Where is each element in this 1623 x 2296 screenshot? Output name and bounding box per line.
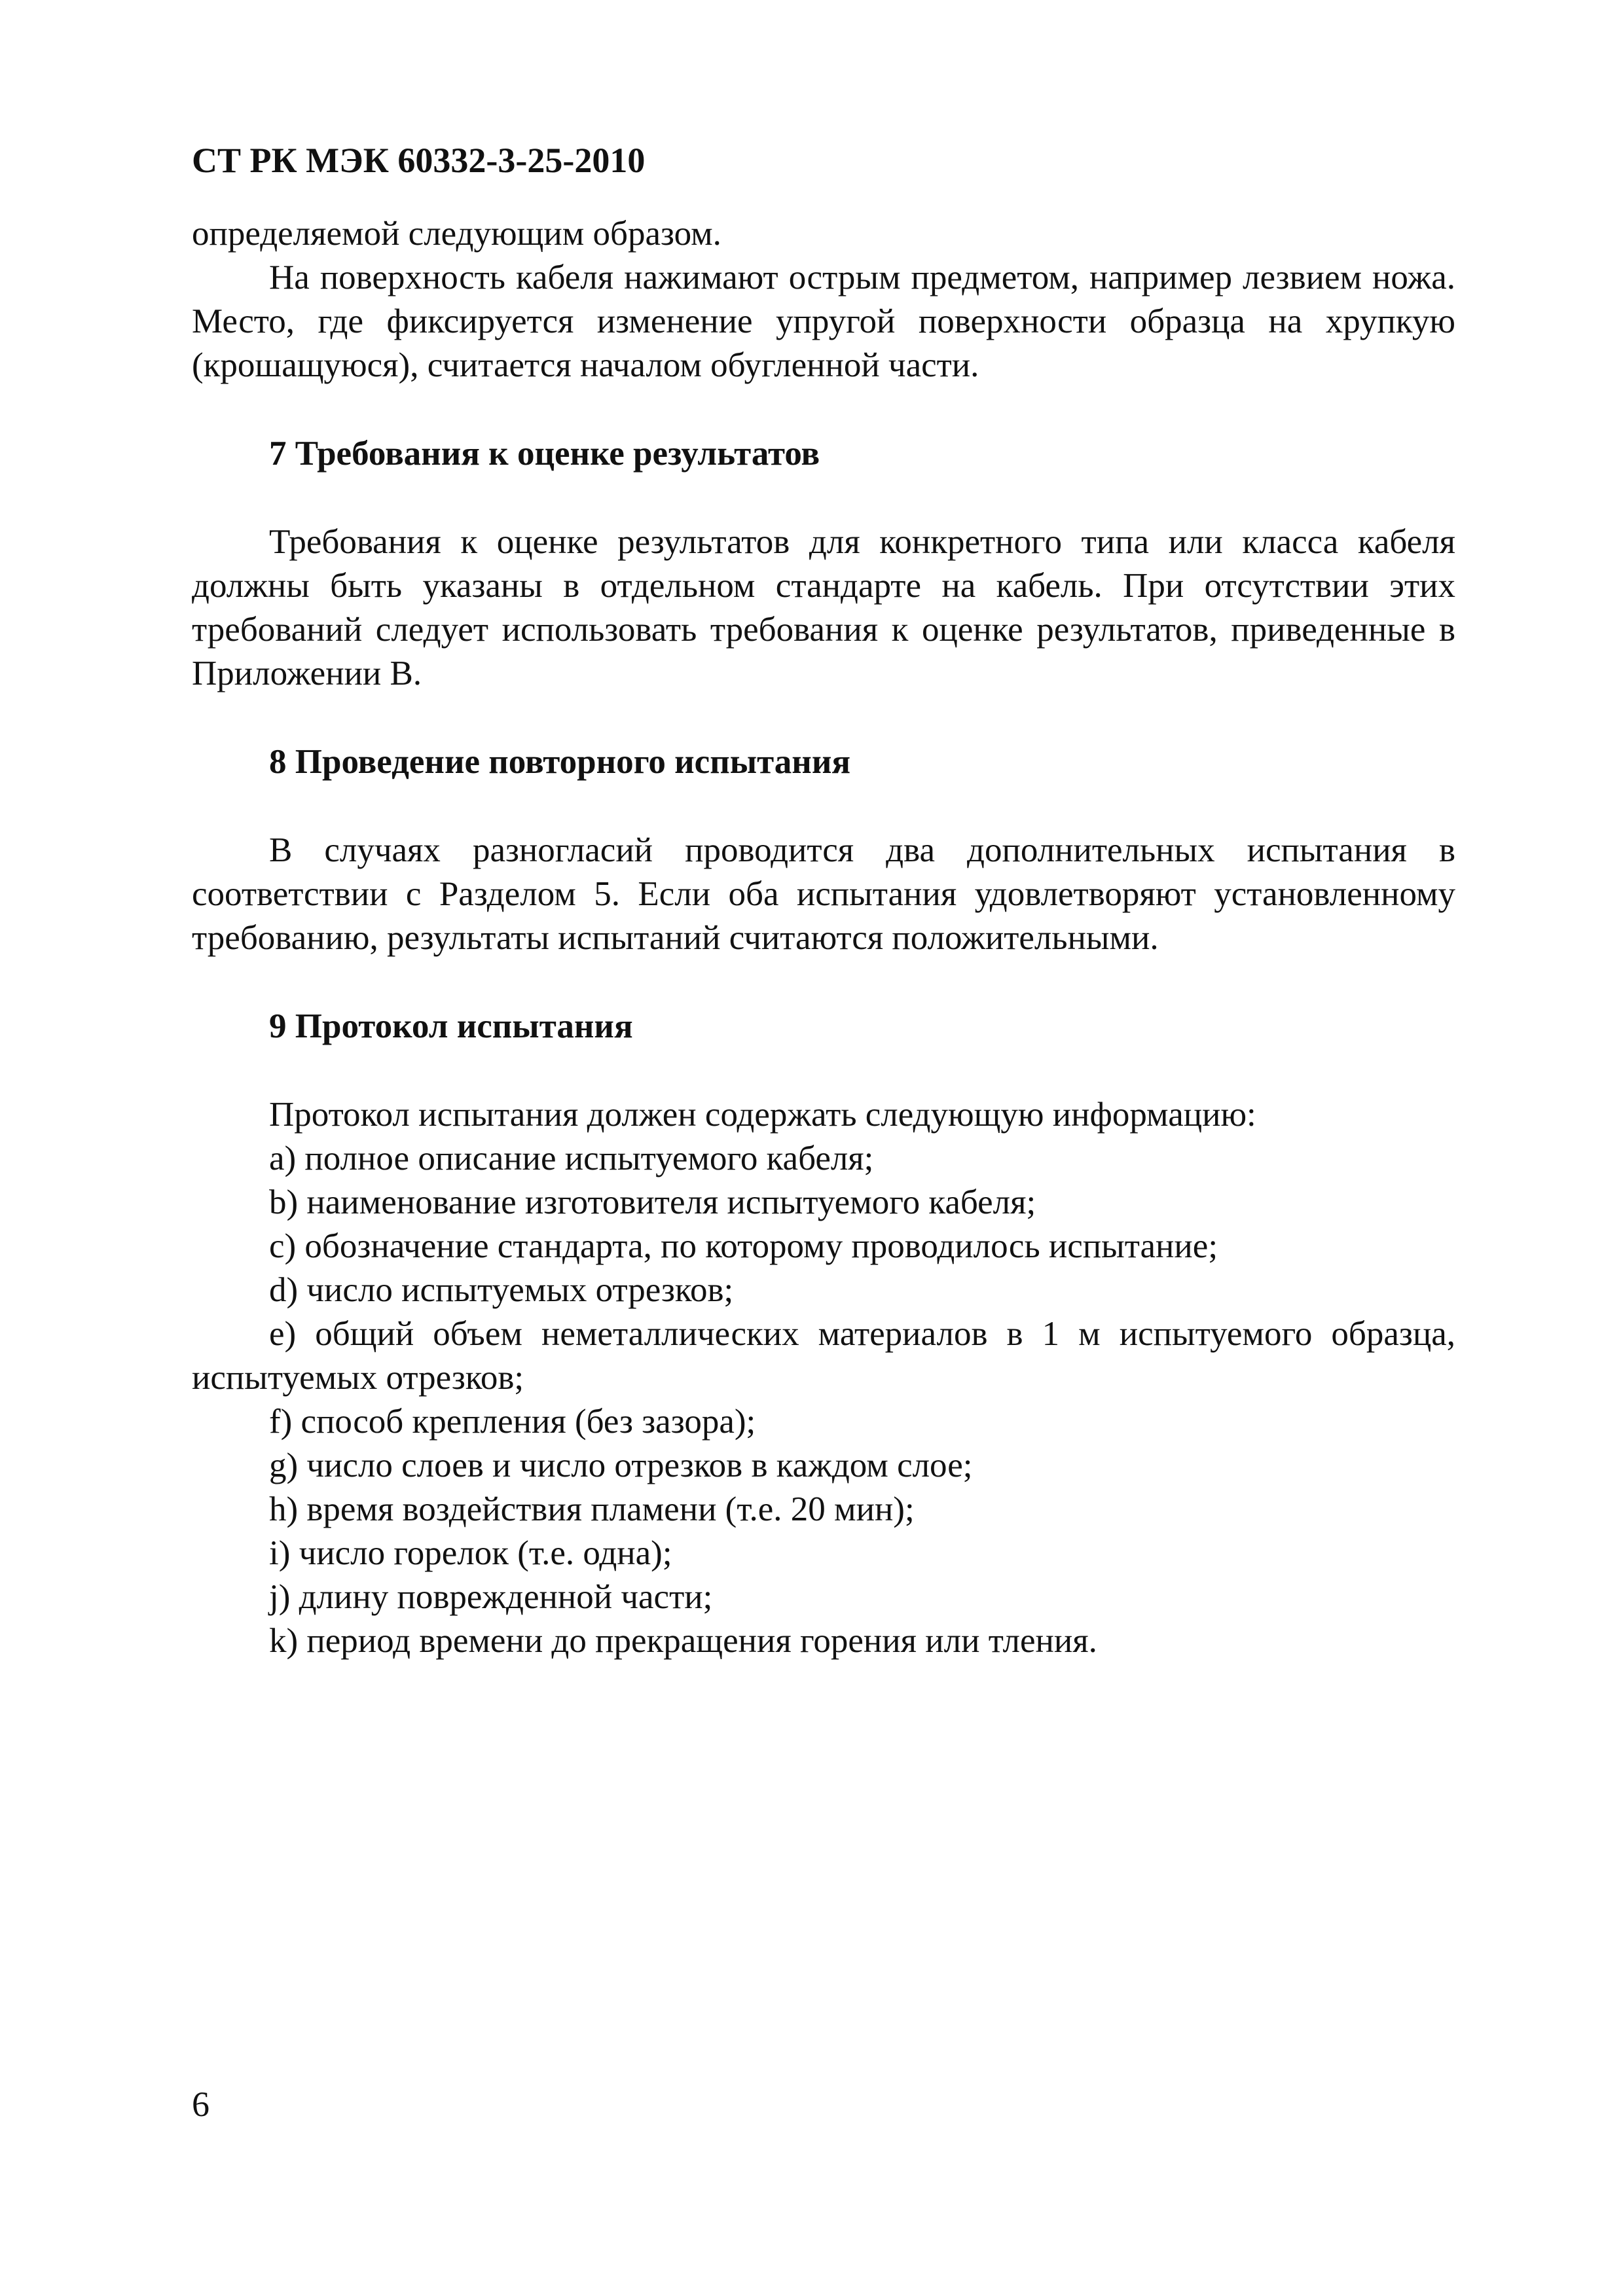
list-item: i) число горелок (т.е. одна); [269, 1534, 672, 1572]
page-number: 6 [192, 2085, 210, 2124]
list-item: g) число слоев и число отрезков в каждом слое; [269, 1446, 973, 1484]
section-9-title: 9 Протокол испытания [269, 1007, 633, 1045]
list-item: c) обозначение стандарта, по которому проводилось испытание; [269, 1227, 1218, 1265]
continuation-text: определяемой следующим образом. [192, 215, 721, 253]
list-item: d) число испытуемых отрезков; [269, 1271, 734, 1309]
document-header: СТ РК МЭК 60332-3-25-2010 [192, 141, 646, 180]
section-8-paragraph: В случаях разногласий проводится два дополнительных испытания в соответствии с Разделом 5. Если оба испытания удовлетворяют установленному требованию, результаты испытаний считаются положительными. [192, 831, 1455, 957]
list-item: a) полное описание испытуемого кабеля; [269, 1139, 874, 1177]
section-8-title: 8 Проведение повторного испытания [269, 743, 851, 781]
list-item: f) способ крепления (без зазора); [269, 1403, 756, 1441]
section-7-title: 7 Требования к оценке результатов [269, 435, 820, 473]
section-7-paragraph: Требования к оценке результатов для конкретного типа или класса кабеля должны быть указаны в отдельном стандарте на кабель. При отсутствии этих требований следует использовать требования к оценке результатов, приведенные в Приложении В. [192, 523, 1455, 692]
page-content [192, 137, 1455, 1663]
intro-paragraph: На поверхность кабеля нажимают острым предметом, например лезвием ножа. Место, где фиксируется изменение упругой поверхности образца на хрупкую (крошащуюся), считается началом обугленной части. [192, 259, 1455, 384]
list-item: k) период времени до прекращения горения или тления. [269, 1622, 1097, 1660]
list-item: e) общий объем неметаллических материалов в 1 м испытуемого образца, испытуемых отрезков; [192, 1315, 1455, 1397]
section-9-intro: Протокол испытания должен содержать следующую информацию: [269, 1096, 1256, 1134]
list-item: h) время воздействия пламени (т.е. 20 мин); [269, 1490, 915, 1528]
list-item: j) длину поврежденной части; [269, 1578, 713, 1616]
list-item: b) наименование изготовителя испытуемого кабеля; [269, 1183, 1036, 1221]
protocol-items-list [192, 1137, 1455, 1663]
